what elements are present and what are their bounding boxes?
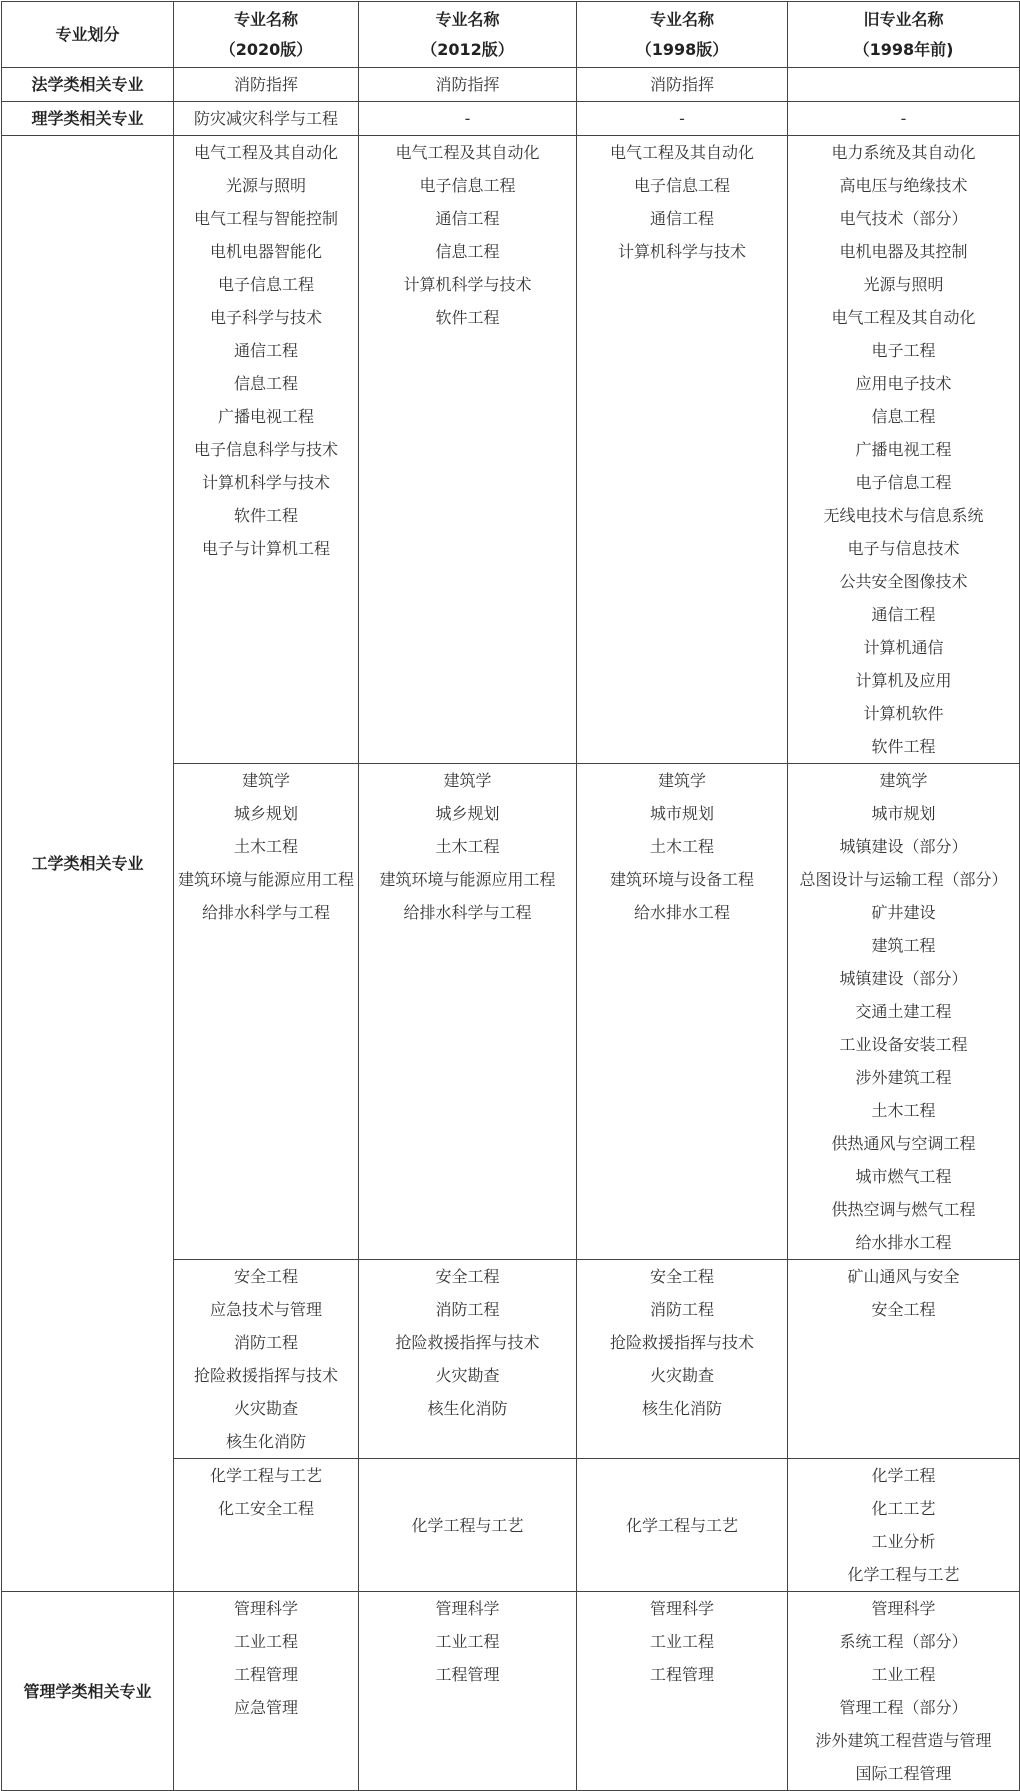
major-name: 给水排水工程 [855, 1233, 952, 1252]
major-name: 城镇建设（部分） [839, 969, 968, 988]
major-name: 光源与照明 [225, 176, 306, 195]
major-name: 工程管理 [649, 1665, 714, 1684]
major-name: - [900, 109, 907, 128]
major-name: 化学工程与工艺 [847, 1565, 960, 1584]
major-name: 管理科学 [233, 1599, 298, 1618]
major-name: 工业工程 [233, 1632, 298, 1651]
major-name: 电气工程与智能控制 [193, 209, 338, 228]
major-name: 消防工程 [649, 1300, 714, 1319]
major-name: 城市燃气工程 [855, 1167, 952, 1186]
cell-eng-chemical-1998 [577, 1459, 788, 1592]
major-name: 电机电器智能化 [209, 242, 322, 261]
major-name: 计算机科学与技术 [617, 242, 746, 261]
major-name: 工业工程 [435, 1632, 500, 1651]
major-name: 工程管理 [435, 1665, 500, 1684]
category-science: 理学类相关专业 [2, 102, 174, 136]
cell-eng-safety-2012 [359, 1260, 577, 1459]
major-name: 通信工程 [871, 605, 936, 624]
major-name: 土木工程 [233, 837, 298, 856]
major-name: 软件工程 [233, 506, 298, 525]
major-name: - [464, 109, 471, 128]
major-name: 管理科学 [649, 1599, 714, 1618]
major-name: 建筑学 [241, 771, 290, 790]
major-name: 矿井建设 [871, 903, 936, 922]
major-name: 涉外建筑工程营造与管理 [815, 1731, 992, 1750]
major-name: 消防指挥 [649, 75, 714, 94]
major-name: 计算机科学与技术 [403, 275, 532, 294]
cell-law-1998 [577, 68, 788, 102]
category-law: 法学类相关专业 [2, 68, 174, 102]
major-name: 给排水科学与工程 [201, 903, 330, 922]
major-name: 安全工程 [649, 1267, 714, 1286]
major-name: 核生化消防 [225, 1432, 306, 1451]
cell-eng-safety-old [788, 1260, 1020, 1459]
category-engineering: 工学类相关专业 [2, 136, 174, 1592]
row-law [2, 68, 1020, 102]
header-row [2, 2, 1020, 68]
major-name: 电气工程及其自动化 [831, 308, 976, 327]
major-name: 电力系统及其自动化 [831, 143, 976, 162]
major-name: 计算机通信 [863, 638, 944, 657]
major-name: 电子信息科学与技术 [193, 440, 338, 459]
cell-management-2012 [359, 1592, 577, 1791]
major-name: 建筑学 [657, 771, 706, 790]
major-name: 建筑学 [879, 771, 928, 790]
major-name: 工业工程 [871, 1665, 936, 1684]
major-name: 火灾勘查 [435, 1366, 500, 1385]
category-management: 管理学类相关专业 [2, 1592, 174, 1791]
major-name: 供热通风与空调工程 [831, 1134, 976, 1153]
major-name: 电子与信息技术 [847, 539, 960, 558]
major-name: 应急管理 [233, 1698, 298, 1717]
major-name: 通信工程 [233, 341, 298, 360]
cell-eng-civil-2020 [174, 764, 359, 1260]
major-name: 抢险救援指挥与技术 [193, 1366, 338, 1385]
major-name: 电子与计算机工程 [201, 539, 330, 558]
major-name: 给排水科学与工程 [403, 903, 532, 922]
major-name: 电气工程及其自动化 [193, 143, 338, 162]
major-name: 供热空调与燃气工程 [831, 1200, 976, 1219]
major-name: 建筑学 [443, 771, 492, 790]
major-name: 无线电技术与信息系统 [823, 506, 984, 525]
major-name: 城镇建设（部分） [839, 837, 968, 856]
major-name: 核生化消防 [641, 1399, 722, 1418]
major-name: 公共安全图像技术 [839, 572, 968, 591]
cell-eng-electrical-2020 [174, 136, 359, 764]
major-name: 软件工程 [435, 308, 500, 327]
major-name: 涉外建筑工程 [855, 1068, 952, 1087]
major-name: 工业设备安装工程 [839, 1035, 968, 1054]
major-name: 安全工程 [435, 1267, 500, 1286]
major-name: 广播电视工程 [217, 407, 314, 426]
major-name: 广播电视工程 [855, 440, 952, 459]
major-name: - [679, 109, 685, 128]
major-name: 抢险救援指挥与技术 [609, 1333, 754, 1352]
cell-science-1998 [577, 102, 788, 136]
cell-eng-civil-1998 [577, 764, 788, 1260]
major-name: 通信工程 [435, 209, 500, 228]
cell-eng-safety-2020 [174, 1260, 359, 1459]
major-name: 核生化消防 [427, 1399, 508, 1418]
major-name: 城市规划 [649, 804, 714, 823]
cell-eng-civil-old [788, 764, 1020, 1260]
header-category: 专业划分 [2, 2, 174, 68]
major-name: 国际工程管理 [855, 1764, 952, 1783]
major-name: 电子工程 [871, 341, 936, 360]
major-name: 化学工程与工艺 [209, 1466, 322, 1485]
major-name: 火灾勘查 [233, 1399, 298, 1418]
major-name: 建筑环境与设备工程 [609, 870, 754, 889]
major-comparison-table [1, 1, 1020, 1791]
major-name: 交通土建工程 [855, 1002, 952, 1021]
major-name: 电子科学与技术 [209, 308, 322, 327]
major-name: 软件工程 [871, 737, 936, 756]
major-name [788, 68, 1019, 101]
row-eng-electrical [2, 136, 1020, 764]
cell-law-2012 [359, 68, 577, 102]
cell-eng-safety-1998 [577, 1260, 788, 1459]
major-name: 管理科学 [871, 1599, 936, 1618]
major-name: 信息工程 [871, 407, 936, 426]
major-name: 系统工程（部分） [839, 1632, 968, 1651]
major-name: 建筑环境与能源应用工程 [379, 870, 556, 889]
major-name: 土木工程 [871, 1101, 936, 1120]
major-name: 工业工程 [649, 1632, 714, 1651]
major-name: 给水排水工程 [633, 903, 730, 922]
major-name: 化学工程与工艺 [625, 1515, 738, 1535]
major-name: 城市规划 [871, 804, 936, 823]
header-2020: 专业名称 （2020版） [174, 2, 359, 68]
major-name: 化工工艺 [871, 1499, 936, 1518]
cell-eng-electrical-1998 [577, 136, 788, 764]
cell-eng-civil-2012 [359, 764, 577, 1260]
major-name: 计算机软件 [863, 704, 944, 723]
major-name: 应用电子技术 [855, 374, 952, 393]
cell-law-old [788, 68, 1020, 102]
major-name: 火灾勘查 [649, 1366, 714, 1385]
major-name: 光源与照明 [863, 275, 944, 294]
major-name: 计算机及应用 [855, 671, 952, 690]
major-name: 化学工程与工艺 [411, 1515, 524, 1535]
major-name: 建筑环境与能源应用工程 [177, 870, 354, 889]
row-management [2, 1592, 1020, 1791]
cell-law-2020 [174, 68, 359, 102]
cell-management-1998 [577, 1592, 788, 1791]
major-name: 电气技术（部分） [839, 209, 968, 228]
cell-eng-electrical-old [788, 136, 1020, 764]
row-science [2, 102, 1020, 136]
cell-science-2020 [174, 102, 359, 136]
major-name: 信息工程 [435, 242, 500, 261]
major-name: 城乡规划 [233, 804, 298, 823]
major-name: 土木工程 [649, 837, 714, 856]
major-name: 建筑工程 [871, 936, 936, 955]
cell-management-old [788, 1592, 1020, 1791]
major-name: 电子信息工程 [633, 176, 730, 195]
major-name: 电机电器及其控制 [839, 242, 968, 261]
cell-science-old [788, 102, 1020, 136]
major-name: 工程管理 [233, 1665, 298, 1684]
major-name: 应急技术与管理 [209, 1300, 322, 1319]
major-name: 工业分析 [871, 1532, 936, 1551]
major-name: 管理工程（部分） [839, 1698, 968, 1717]
major-name: 防灾减灾科学与工程 [193, 109, 338, 128]
cell-eng-electrical-2012 [359, 136, 577, 764]
major-name: 总图设计与运输工程（部分） [799, 870, 1008, 889]
major-name: 安全工程 [233, 1267, 298, 1286]
header-1998: 专业名称 （1998版） [577, 2, 788, 68]
major-name: 电气工程及其自动化 [609, 143, 754, 162]
cell-eng-chemical-2020 [174, 1459, 359, 1592]
major-name: 高电压与绝缘技术 [839, 176, 968, 195]
major-name: 计算机科学与技术 [201, 473, 330, 492]
major-name: 消防指挥 [435, 75, 500, 94]
major-name: 电子信息工程 [217, 275, 314, 294]
cell-eng-chemical-2012 [359, 1459, 577, 1592]
major-name: 土木工程 [435, 837, 500, 856]
major-name: 通信工程 [649, 209, 714, 228]
major-name: 化工安全工程 [217, 1499, 314, 1518]
major-name: 安全工程 [871, 1300, 936, 1319]
major-name: 消防工程 [435, 1300, 500, 1319]
major-name: 化学工程 [871, 1466, 936, 1485]
cell-management-2020 [174, 1592, 359, 1791]
major-name: 抢险救援指挥与技术 [395, 1333, 540, 1352]
major-name: 矿山通风与安全 [847, 1267, 960, 1286]
major-name: 电气工程及其自动化 [395, 143, 540, 162]
major-name: 城乡规划 [435, 804, 500, 823]
major-name: 电子信息工程 [419, 176, 516, 195]
major-name: 信息工程 [233, 374, 298, 393]
header-2012: 专业名称 （2012版） [359, 2, 577, 68]
major-name: 消防指挥 [233, 75, 298, 94]
cell-eng-chemical-old [788, 1459, 1020, 1592]
header-old: 旧专业名称 （1998年前) [788, 2, 1020, 68]
major-name: 电子信息工程 [855, 473, 952, 492]
major-name: 消防工程 [233, 1333, 298, 1352]
cell-science-2012 [359, 102, 577, 136]
major-name: 管理科学 [435, 1599, 500, 1618]
